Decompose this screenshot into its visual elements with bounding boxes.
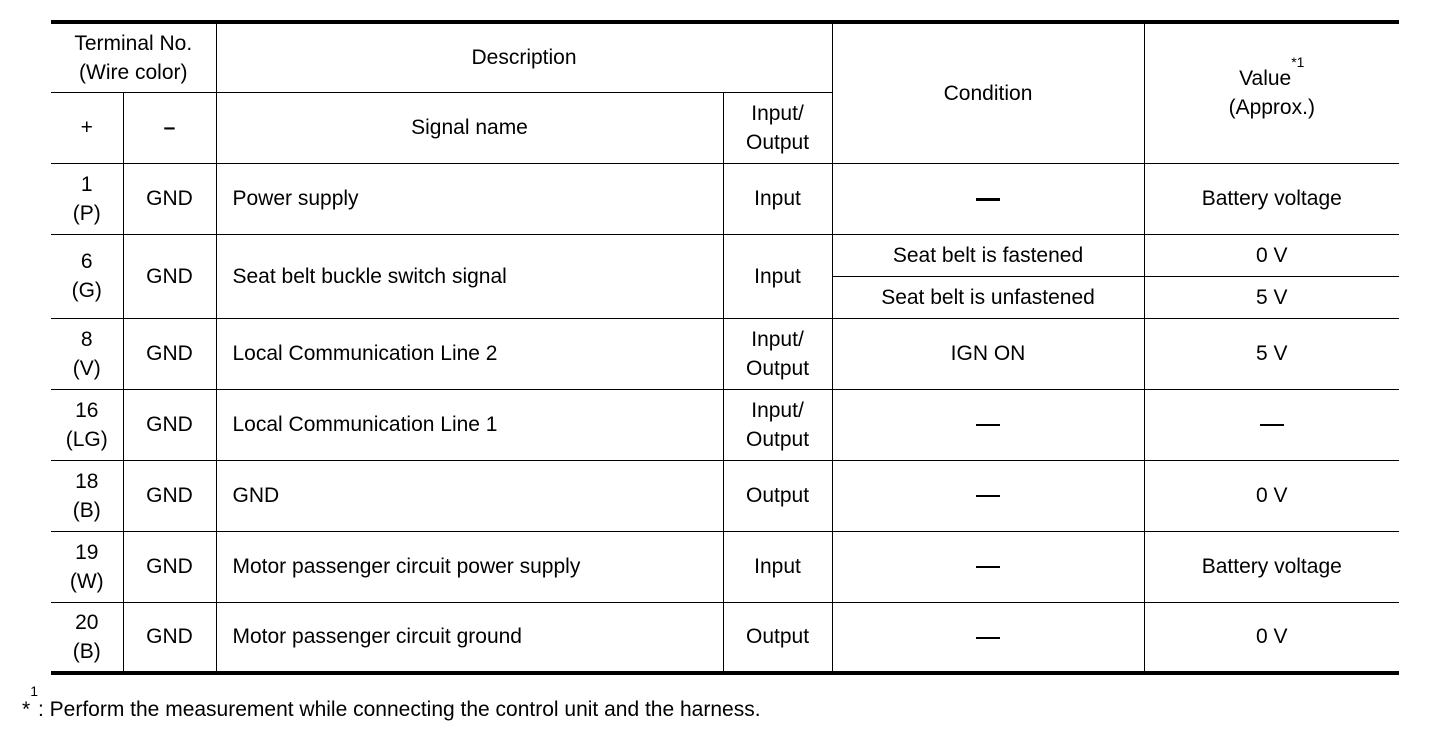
condition-cell: Seat belt is unfastened (832, 276, 1144, 318)
terminal-plus-cell: 6 (G) (51, 234, 123, 318)
value-cell: Battery voltage (1144, 163, 1399, 234)
value-cell: 0 V (1144, 234, 1399, 276)
header-minus: – (123, 92, 216, 163)
io-cell: Input (723, 163, 832, 234)
condition-cell (832, 531, 1144, 602)
condition-cell: Seat belt is fastened (832, 234, 1144, 276)
terminal-minus-cell: GND (123, 234, 216, 318)
terminal-table-container (51, 20, 1399, 675)
value-cell: 0 V (1144, 460, 1399, 531)
terminal-minus-cell: GND (123, 318, 216, 389)
table-row (51, 389, 1399, 460)
terminal-table (51, 20, 1399, 675)
signal-name-cell: Motor passenger circuit power supply (216, 531, 723, 602)
terminal-minus-cell: GND (123, 531, 216, 602)
table-row (51, 531, 1399, 602)
terminal-plus-cell: 16 (LG) (51, 389, 123, 460)
footnote-marker-sup: 1 (30, 683, 38, 699)
value-cell: 5 V (1144, 318, 1399, 389)
value-cell (1144, 389, 1399, 460)
header-description: Description (216, 22, 832, 92)
table-row (51, 234, 1399, 276)
header-input-output: Input/ Output (723, 92, 832, 163)
signal-name-cell: Motor passenger circuit ground (216, 602, 723, 673)
value-cell: 0 V (1144, 602, 1399, 673)
terminal-minus-cell: GND (123, 389, 216, 460)
terminal-plus-cell: 19 (W) (51, 531, 123, 602)
value-cell: Battery voltage (1144, 531, 1399, 602)
footnote (22, 683, 761, 724)
io-cell: Input/ Output (723, 318, 832, 389)
dash-mark (976, 424, 1000, 426)
io-cell: Output (723, 602, 832, 673)
condition-cell (832, 602, 1144, 673)
terminal-minus-cell: GND (123, 460, 216, 531)
table-row (51, 318, 1399, 389)
signal-name-cell: Power supply (216, 163, 723, 234)
io-cell: Input (723, 234, 832, 318)
header-plus: + (51, 92, 123, 163)
terminal-minus-cell: GND (123, 163, 216, 234)
signal-name-cell: Local Communication Line 2 (216, 318, 723, 389)
header-signal-name: Signal name (216, 92, 723, 163)
signal-name-cell: Seat belt buckle switch signal (216, 234, 723, 318)
condition-cell (832, 389, 1144, 460)
condition-cell: IGN ON (832, 318, 1144, 389)
io-cell: Output (723, 460, 832, 531)
terminal-plus-cell: 8 (V) (51, 318, 123, 389)
signal-name-cell: GND (216, 460, 723, 531)
terminal-plus-cell: 20 (B) (51, 602, 123, 673)
footnote-marker: * (22, 698, 31, 721)
terminal-plus-cell: 18 (B) (51, 460, 123, 531)
signal-name-cell: Local Communication Line 1 (216, 389, 723, 460)
dash-mark (976, 637, 1000, 639)
dash-mark (976, 198, 1000, 201)
condition-cell (832, 460, 1144, 531)
io-cell: Input/ Output (723, 389, 832, 460)
header-condition: Condition (832, 22, 1144, 163)
dash-mark (976, 566, 1000, 568)
dash-mark (1260, 424, 1284, 426)
terminal-minus-cell: GND (123, 602, 216, 673)
table-row (51, 163, 1399, 234)
header-value: Value$^{*1}$ (Approx.) (1144, 22, 1399, 163)
footnote-text: : Perform the measurement while connecting the control unit and the harness. (37, 698, 761, 721)
io-cell: Input (723, 531, 832, 602)
condition-cell (832, 163, 1144, 234)
dash-mark (976, 495, 1000, 497)
table-row (51, 602, 1399, 673)
value-cell: 5 V (1144, 276, 1399, 318)
table-row (51, 460, 1399, 531)
header-terminal-no: Terminal No. (Wire color) (51, 22, 216, 92)
terminal-plus-cell: 1 (P) (51, 163, 123, 234)
